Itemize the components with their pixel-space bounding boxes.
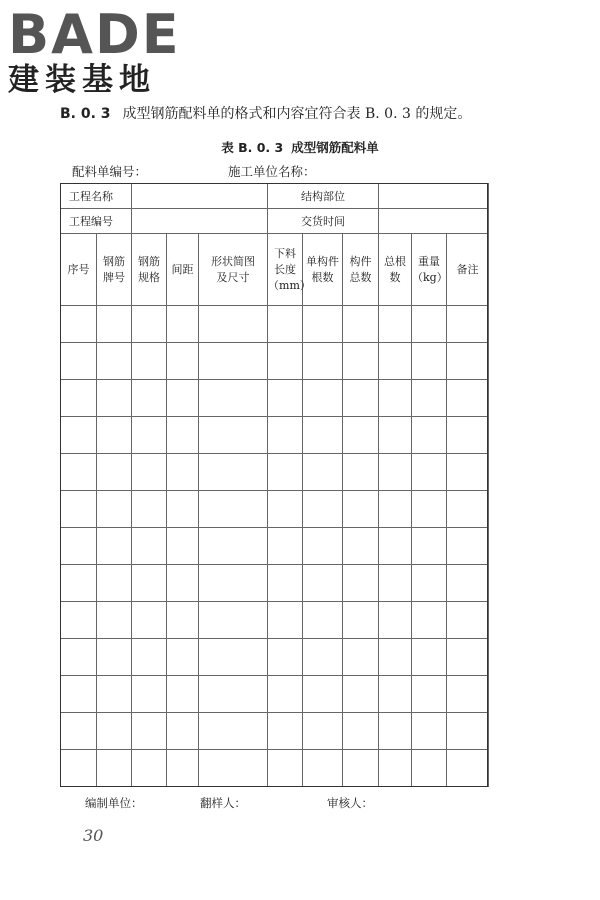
logo-subtitle: 建装基地 — [8, 62, 156, 98]
sampler-label: 翻样人： — [200, 796, 246, 810]
delivery-time-label: 交货时间 — [268, 209, 379, 234]
table-name: 成型钢筋配料单 — [291, 140, 379, 155]
col-shape-sketch: 形状简图 及尺寸 — [199, 234, 268, 306]
col-member-total: 构件 总数 — [343, 234, 379, 306]
section-intro — [60, 103, 471, 123]
col-index: 序号 — [61, 234, 97, 306]
section-text: 成型钢筋配料单的格式和内容宜符合表 B. 0. 3 的规定。 — [122, 106, 472, 122]
order-number-label: 配料单编号： — [72, 164, 148, 179]
col-total-count: 总根 数 — [379, 234, 412, 306]
structure-part-label: 结构部位 — [268, 184, 379, 209]
col-spacing: 间距 — [167, 234, 199, 306]
project-number-label: 工程编号 — [61, 209, 132, 234]
col-count-per-member: 单构件 根数 — [303, 234, 343, 306]
bade-logo — [8, 3, 181, 98]
contractor-name-label: 施工单位名称： — [228, 164, 316, 179]
table-number: 表 B. 0. 3 — [221, 140, 284, 155]
table-outer-frame — [60, 183, 488, 787]
col-cut-length: 下料 长度 （mm） — [268, 234, 303, 306]
section-number: B. 0. 3 — [60, 106, 111, 122]
reviewer-label: 审核人： — [327, 796, 373, 810]
prepared-by-label: 编制单位： — [85, 796, 143, 810]
col-rebar-spec: 钢筋 规格 — [132, 234, 167, 306]
col-remarks: 备注 — [447, 234, 489, 306]
project-name-label: 工程名称 — [61, 184, 132, 209]
col-weight: 重量 （kg） — [412, 234, 447, 306]
table-title — [0, 138, 600, 156]
logo-brand: BADE — [8, 3, 181, 66]
col-rebar-grade: 钢筋 牌号 — [97, 234, 132, 306]
page-number: 30 — [83, 826, 104, 845]
